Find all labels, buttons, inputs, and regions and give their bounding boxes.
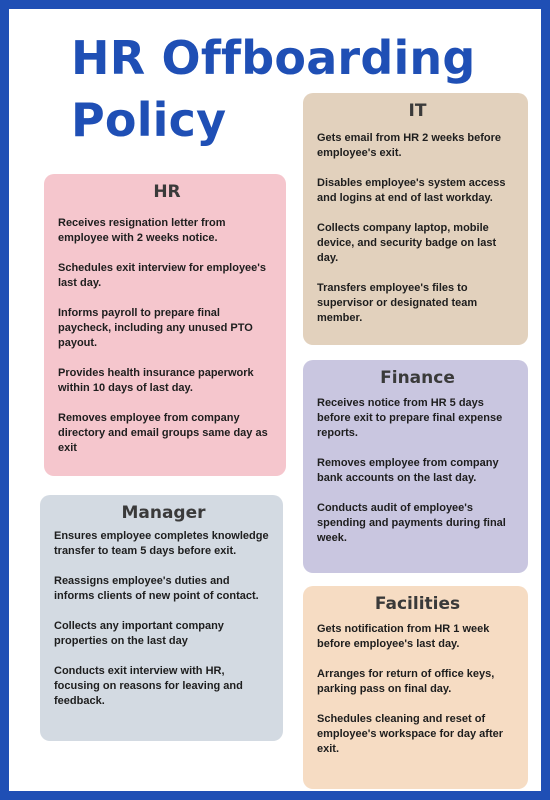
hr-item: Schedules exit interview for employee's last day. <box>58 262 267 289</box>
hr-item: Removes employee from company directory and email groups same day as exit <box>58 412 268 454</box>
it-item: Transfers employee's files to supervisor or designated team member. <box>317 282 478 324</box>
facilities-item: Schedules cleaning and reset of employee's workspace for day after exit. <box>317 713 504 755</box>
it-heading: IT <box>408 101 427 121</box>
hr-item: Informs payroll to prepare final paycheck, including any unused PTO payout. <box>58 307 253 349</box>
finance-item: Removes employee from company bank accounts on the last day. <box>317 457 499 484</box>
it-item: Gets email from HR 2 weeks before employee's exit. <box>317 132 502 159</box>
facilities-item: Gets notification from HR 1 week before employee's last day. <box>317 623 490 650</box>
manager-heading: Manager <box>121 503 206 523</box>
finance-item: Conducts audit of employee's spending and payments during final week. <box>317 502 506 544</box>
facilities-list <box>317 622 518 757</box>
it-card <box>303 93 528 345</box>
page-title-line-2: Policy <box>71 93 227 147</box>
facilities-card <box>303 586 528 789</box>
facilities-heading: Facilities <box>374 594 461 614</box>
manager-item: Reassigns employee's duties and informs clients of new point of contact. <box>54 575 259 602</box>
hr-card <box>44 174 286 476</box>
hr-heading: HR <box>153 182 181 202</box>
it-item: Collects company laptop, mobile device, and security badge on last day. <box>317 222 497 264</box>
hr-list <box>58 216 276 456</box>
finance-item: Receives notice from HR 5 days before exit to prepare final expense reports. <box>317 397 503 439</box>
hr-item: Provides health insurance paperwork within 10 days of last day. <box>58 367 254 394</box>
finance-card <box>303 360 528 573</box>
manager-list <box>54 529 273 709</box>
it-item: Disables employee's system access and logins at end of last workday. <box>317 177 506 204</box>
page-title-line-1: HR Offboarding <box>71 31 476 85</box>
facilities-item: Arranges for return of office keys, parking pass on final day. <box>317 668 495 695</box>
manager-card <box>40 495 283 741</box>
manager-item: Conducts exit interview with HR, focusing on reasons for leaving and feedback. <box>54 665 243 707</box>
finance-list <box>317 396 518 546</box>
manager-item: Collects any important company properties on the last day <box>54 620 224 647</box>
hr-item: Receives resignation letter from employee with 2 weeks notice. <box>58 217 226 244</box>
manager-item: Ensures employee completes knowledge transfer to team 5 days before exit. <box>54 530 269 557</box>
it-list <box>317 131 518 326</box>
finance-heading: Finance <box>380 368 455 388</box>
